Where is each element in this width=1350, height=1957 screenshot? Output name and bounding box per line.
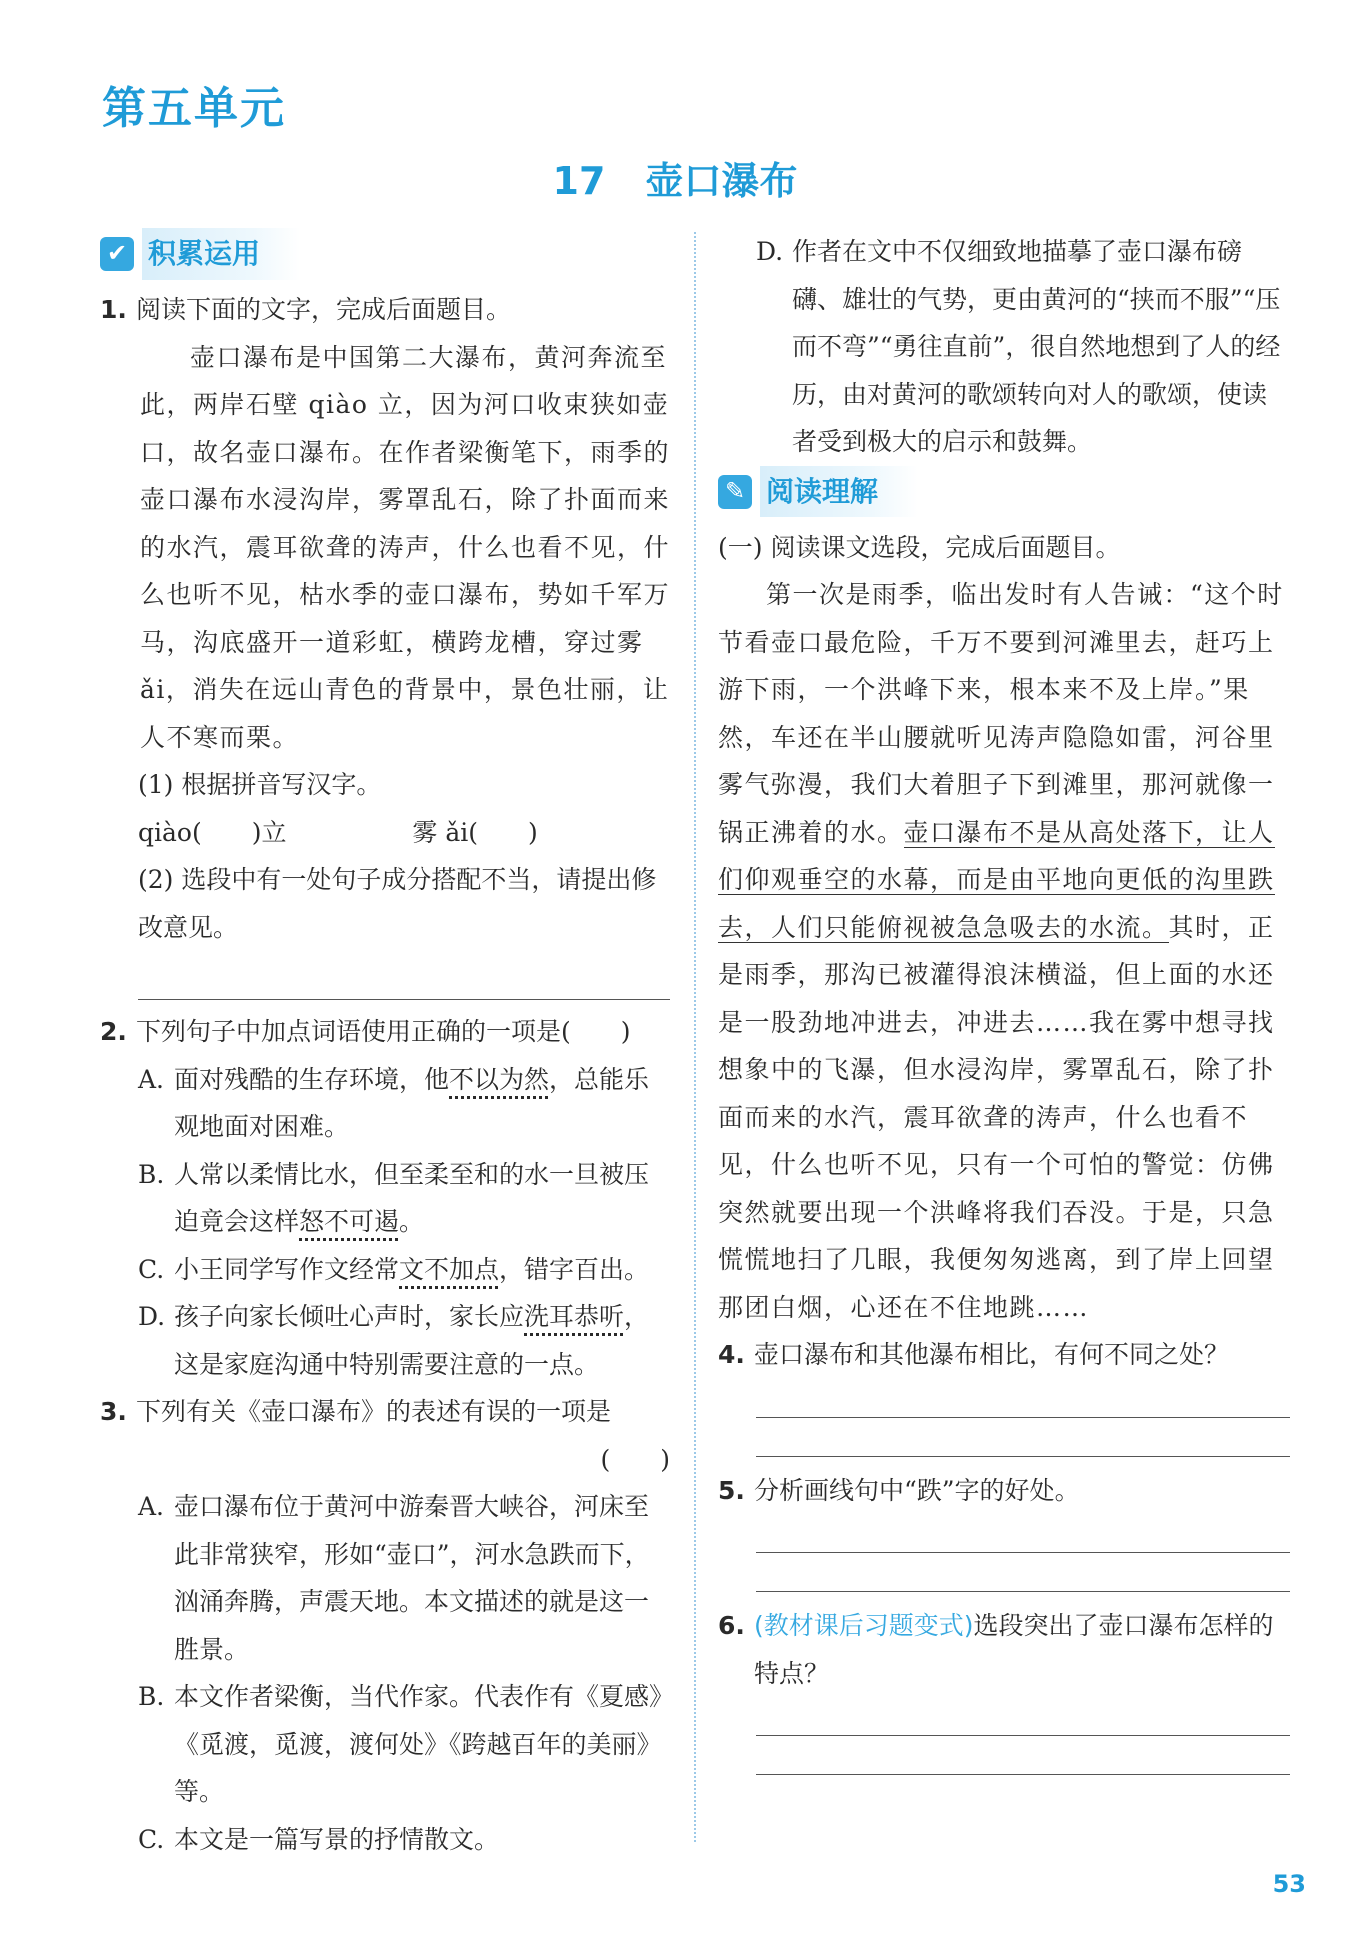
option-text: 孩子向家长倾吐心声时，家长应洗耳恭听，这是家庭沟通中特别需要注意的一点。 xyxy=(174,1302,650,1379)
underlined-sentence: 壶口瀑布不是从高处落下，让人们仰观垂空的水幕，而是由平地向更低的沟里跌去，人们只能俯视被急急吸去的水流。 xyxy=(718,817,1275,942)
question-stem: 下列有关《壶口瀑布》的表述有误的一项是 xyxy=(136,1397,612,1426)
option-c[interactable] xyxy=(138,1246,670,1294)
unit-title: 第五单元 xyxy=(102,83,286,134)
option-a[interactable] xyxy=(138,1056,670,1151)
question-number: 2. xyxy=(100,1017,127,1046)
question-stem: 壶口瀑布和其他瀑布相比，有何不同之处？ xyxy=(754,1340,1230,1369)
page-number: 53 xyxy=(1272,1870,1306,1898)
answer-line[interactable] xyxy=(756,1514,1290,1553)
dotted-word: 不以为然 xyxy=(449,1064,550,1094)
check-icon: ✔ xyxy=(100,237,134,271)
textbook-variant-tag: (教材课后习题变式) xyxy=(754,1611,974,1640)
pinyin-blanks xyxy=(138,809,670,857)
answer-line[interactable] xyxy=(756,1553,1290,1592)
question-3 xyxy=(100,1388,670,1863)
option-text: 小王同学写作文经常文不加点，错字百出。 xyxy=(174,1254,650,1284)
question-2 xyxy=(100,1008,670,1388)
answer-paren[interactable]: ( ) xyxy=(600,1444,670,1474)
answer-line[interactable] xyxy=(756,1736,1290,1775)
option-a[interactable] xyxy=(138,1483,670,1673)
answer-line[interactable] xyxy=(756,1379,1290,1418)
option-letter: A. xyxy=(138,1492,165,1521)
dotted-word: 洗耳恭听 xyxy=(524,1302,625,1331)
question-6 xyxy=(718,1602,1290,1775)
question-stem: 下列句子中加点词语使用正确的一项是( ) xyxy=(136,1017,631,1046)
passage-text: 其时，正是雨季，那沟已被灌得浪沫横溢，但上面的水还是一股劲地冲进去，冲进去……我在雾中想寻找想象中的飞瀑，但水浸沟岸，雾罩乱石，除了扑面而来的水汽，震耳欲聋的涛声，什么也看不见，什么也听不见，只有一个可怕的警觉：仿佛突然就要出现一个洪峰将我们吞没。于是，只急慌慌地扫了几眼，我便匆匆逃离，到了岸上回望那团白烟，心还在不住地跳…… xyxy=(718,912,1275,1322)
question-1 xyxy=(100,286,670,1000)
option-letter: B. xyxy=(138,1682,165,1711)
question-number: 6. xyxy=(718,1611,745,1640)
option-text: 人常以柔情比水，但至柔至和的水一旦被压迫竟会这样怒不可遏。 xyxy=(174,1159,650,1236)
section-header-accumulation xyxy=(100,232,670,276)
sub-question-2: (2) 选段中有一处句子成分搭配不当，请提出修改意见。 xyxy=(138,865,657,942)
option-text: 作者在文中不仅细致地描摹了壶口瀑布磅礴、雄壮的气势，更由黄河的“挟而不服”“压而不弯”“勇往直前”，很自然地想到了人的经历，由对黄河的歌颂转向对人的歌颂，使读者受到极大的启示和鼓舞。 xyxy=(792,237,1281,456)
section-label: 积累运用 xyxy=(142,228,300,280)
reading-passage xyxy=(718,571,1290,1331)
reading-intro: (一) 阅读课文选段，完成后面题目。 xyxy=(718,532,1121,562)
pencil-icon: ✎ xyxy=(718,475,752,509)
option-b[interactable] xyxy=(138,1151,670,1246)
option-text: 壶口瀑布位于黄河中游秦晋大峡谷，河床至此非常狭窄，形如“壶口”，河水急跌而下，汹涌奔腾，声震天地。本文描述的就是这一胜景。 xyxy=(174,1492,650,1664)
option-b[interactable] xyxy=(138,1673,670,1816)
question-stem: 分析画线句中“跌”字的好处。 xyxy=(754,1475,1080,1505)
option-text: 本文作者梁衡，当代作家。代表作有《夏感》《觅渡，觅渡，渡何处》《跨越百年的美丽》等。 xyxy=(174,1682,662,1806)
option-letter: C. xyxy=(138,1254,165,1284)
question-5 xyxy=(718,1467,1290,1593)
question-stem: 阅读下面的文字，完成后面题目。 xyxy=(136,295,512,324)
question-number: 1. xyxy=(100,295,127,324)
pinyin-blank-1[interactable]: qiào( )立 xyxy=(138,817,287,847)
option-letter: C. xyxy=(138,1824,165,1854)
question-4 xyxy=(718,1331,1290,1457)
option-d[interactable] xyxy=(138,1293,670,1388)
option-c[interactable] xyxy=(138,1816,670,1864)
left-column xyxy=(100,228,670,1863)
lesson-name: 壶口瀑布 xyxy=(645,159,798,203)
dotted-word: 文不加点 xyxy=(399,1254,500,1284)
column-divider xyxy=(694,232,696,1842)
question-stem: 选段突出了壶口瀑布怎样的特点？ xyxy=(754,1611,1274,1688)
option-text: 面对残酷的生存环境，他不以为然，总能乐观地面对困难。 xyxy=(174,1064,650,1141)
lesson-title xyxy=(0,150,1350,205)
sub-question-1: (1) 根据拼音写汉字。 xyxy=(138,770,382,799)
option-letter: B. xyxy=(138,1159,165,1189)
right-column xyxy=(718,228,1290,1775)
dotted-word: 怒不可遏 xyxy=(299,1207,400,1236)
section-label: 阅读理解 xyxy=(760,466,918,518)
option-text: 本文是一篇写景的抒情散文。 xyxy=(174,1824,500,1854)
reading-passage: 壶口瀑布是中国第二大瀑布，黄河奔流至此，两岸石壁 qiào 立，因为河口收束狭如壶口，故名壶口瀑布。在作者梁衡笔下，雨季的壶口瀑布水浸沟岸，雾罩乱石，除了扑面而来的水汽，震耳欲聋的涛声，什么也看不见，什么也听不见，枯水季的壶口瀑布，势如千军万马，沟底盛开一道彩虹，横跨龙槽，穿过雾 ǎi，消失在远山青色的背景中，景色壮丽，让人不寒而栗。 xyxy=(140,342,671,752)
question-number: 4. xyxy=(718,1340,745,1369)
lesson-number: 17 xyxy=(552,159,606,203)
option-letter: A. xyxy=(138,1064,165,1094)
option-letter: D. xyxy=(138,1302,166,1331)
answer-line[interactable] xyxy=(756,1418,1290,1457)
option-d[interactable] xyxy=(756,228,1290,466)
passage-text: 第一次是雨季，临出发时有人告诫：“这个时节看壶口最危险，千万不要到河滩里去，赶巧上游下雨，一个洪峰下来，根本来不及上岸。”果然，车还在半山腰就听见涛声隐隐如雷，河谷里雾气弥漫，我们大着胆子下到滩里，那河就像一锅正沸着的水。 xyxy=(718,580,1284,847)
question-number: 3. xyxy=(100,1397,127,1426)
option-letter: D. xyxy=(756,237,784,266)
section-header-reading xyxy=(718,470,1290,514)
answer-line[interactable] xyxy=(138,961,670,1000)
answer-line[interactable] xyxy=(756,1697,1290,1736)
question-number: 5. xyxy=(718,1475,745,1505)
pinyin-blank-2[interactable]: 雾 ǎi( ) xyxy=(412,817,538,847)
